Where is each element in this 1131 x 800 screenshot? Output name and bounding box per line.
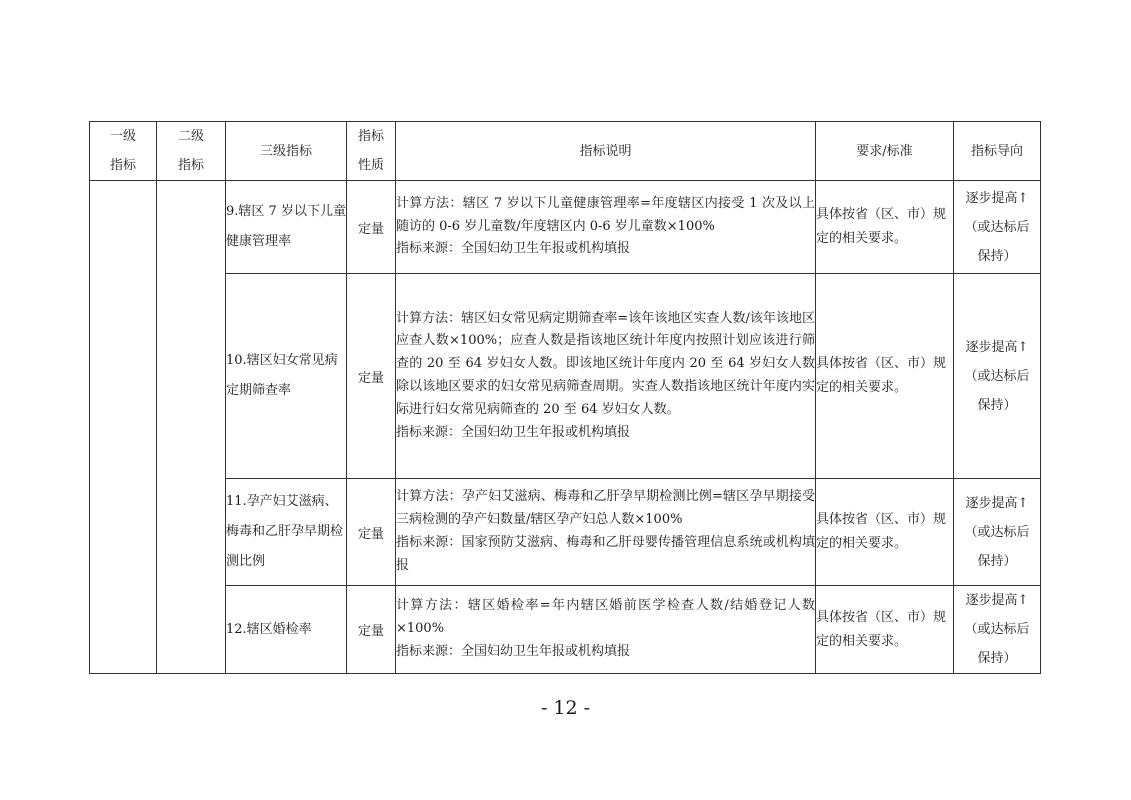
direction-cell bbox=[954, 274, 1041, 479]
table-row bbox=[90, 586, 1041, 674]
header-level2-line2: 指标 bbox=[177, 158, 204, 173]
direction-line1: 逐步提高↑ bbox=[965, 593, 1029, 608]
direction-line3: 保持） bbox=[977, 397, 1017, 413]
nature-cell: 定量 bbox=[347, 181, 396, 274]
direction-cell bbox=[954, 181, 1041, 274]
header-nature-line2: 性质 bbox=[357, 158, 384, 173]
description-source: 指标来源：国家预防艾滋病、梅毒和乙肝母婴传播管理信息系统或机构填报 bbox=[396, 535, 815, 573]
header-level3: 三级指标 bbox=[226, 122, 347, 181]
direction-line1: 逐步提高↑ bbox=[965, 495, 1029, 511]
direction-line2: （或达标后 bbox=[964, 368, 1030, 384]
description-cell bbox=[396, 479, 816, 586]
requirement-cell: 具体按省（区、市）规定的相关要求。 bbox=[816, 586, 954, 674]
header-level2 bbox=[157, 122, 226, 181]
description-method: 计算方法：辖区妇女常见病定期筛查率=该年该地区实查人数/该年该地区应查人数×100%；应查人数是指该地区统计年度内按照计划应该进行筛查的 20 至 64 岁妇女人数。即该地区统计年度内 20 至 64 岁妇女人数除以该地区要求的妇女常见病筛查周期。实查人数指该地区统计年度内实际进行妇女常见病筛查的 20 至 64 岁妇女人数。 bbox=[396, 310, 815, 417]
level1-cell bbox=[90, 181, 157, 674]
header-description: 指标说明 bbox=[396, 122, 816, 181]
level2-cell bbox=[157, 181, 226, 674]
header-nature bbox=[347, 122, 396, 181]
description-source: 指标来源：全国妇幼卫生年报或机构填报 bbox=[396, 643, 631, 659]
level3-cell: 11.孕产妇艾滋病、梅毒和乙肝孕早期检测比例 bbox=[226, 479, 347, 586]
header-level1-line1: 一级 bbox=[109, 129, 136, 144]
indicator-table bbox=[89, 121, 1041, 674]
requirement-cell: 具体按省（区、市）规定的相关要求。 bbox=[816, 181, 954, 274]
direction-line3: 保持） bbox=[977, 553, 1017, 569]
table-header-row bbox=[90, 122, 1041, 181]
table-row bbox=[90, 181, 1041, 274]
direction-line1: 逐步提高↑ bbox=[965, 339, 1029, 355]
level3-cell: 9.辖区 7 岁以下儿童健康管理率 bbox=[226, 181, 347, 274]
level3-cell: 10.辖区妇女常见病定期筛查率 bbox=[226, 274, 347, 479]
direction-cell bbox=[954, 479, 1041, 586]
page-number: - 12 - bbox=[540, 697, 591, 719]
description-method: 计算方法：孕产妇艾滋病、梅毒和乙肝孕早期检测比例=辖区孕早期接受三病检测的孕产妇数量/辖区孕产妇总人数×100% bbox=[396, 489, 815, 528]
header-level1-line2: 指标 bbox=[109, 158, 136, 173]
header-direction: 指标导向 bbox=[954, 122, 1041, 181]
direction-line1: 逐步提高↑ bbox=[965, 190, 1029, 206]
nature-cell: 定量 bbox=[347, 586, 396, 674]
description-source: 指标来源：全国妇幼卫生年报或机构填报 bbox=[396, 424, 631, 440]
direction-line3: 保持） bbox=[977, 651, 1017, 666]
header-nature-line1: 指标 bbox=[357, 129, 384, 144]
description-method: 计算方法：辖区 7 岁以下儿童健康管理率=年度辖区内接受 1 次及以上随访的 0-6 岁儿童数/年度辖区内 0-6 岁儿童数×100% bbox=[396, 195, 815, 234]
direction-line3: 保持） bbox=[977, 248, 1017, 264]
requirement-cell: 具体按省（区、市）规定的相关要求。 bbox=[816, 479, 954, 586]
requirement-cell: 具体按省（区、市）规定的相关要求。 bbox=[816, 274, 954, 479]
level3-cell: 12.辖区婚检率 bbox=[226, 586, 347, 674]
direction-cell bbox=[954, 586, 1041, 674]
header-level2-line1: 二级 bbox=[177, 129, 204, 144]
nature-cell: 定量 bbox=[347, 479, 396, 586]
nature-cell: 定量 bbox=[347, 274, 396, 479]
header-requirement: 要求/标准 bbox=[816, 122, 954, 181]
header-level1 bbox=[90, 122, 157, 181]
table-row bbox=[90, 274, 1041, 479]
direction-line2: （或达标后 bbox=[964, 219, 1030, 235]
direction-line2: （或达标后 bbox=[964, 524, 1030, 540]
direction-line2: （或达标后 bbox=[964, 622, 1030, 637]
description-cell bbox=[396, 274, 816, 479]
description-cell bbox=[396, 586, 816, 674]
description-cell bbox=[396, 181, 816, 274]
description-method: 计算方法：辖区婚检率=年内辖区婚前医学检查人数/结婚登记人数×100% bbox=[396, 598, 815, 637]
description-source: 指标来源：全国妇幼卫生年报或机构填报 bbox=[396, 241, 631, 257]
table-row bbox=[90, 479, 1041, 586]
